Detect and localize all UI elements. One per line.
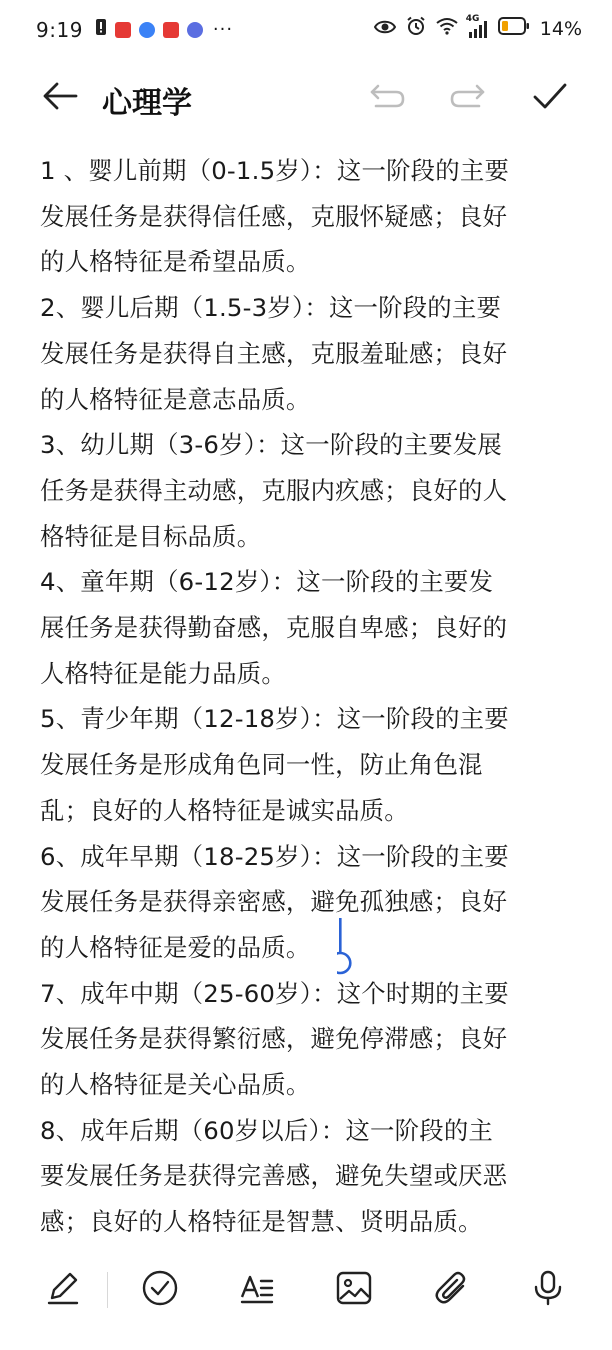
text-cursor-handle[interactable] bbox=[337, 918, 361, 978]
back-button[interactable] bbox=[38, 76, 82, 120]
battery-percentage: 14% bbox=[539, 17, 582, 40]
note-line: 4、童年期（6-12岁）：这一阶段的主要发 bbox=[40, 567, 494, 597]
attachment-button[interactable] bbox=[428, 1266, 476, 1314]
status-bar bbox=[0, 0, 612, 60]
toolbar-divider bbox=[107, 1272, 108, 1308]
note-line: 3、幼儿期（3-6岁）：这一阶段的主要发展 bbox=[40, 430, 502, 460]
arrow-left-icon bbox=[42, 81, 78, 115]
check-icon bbox=[532, 82, 568, 114]
image-icon bbox=[335, 1269, 373, 1311]
alarm-icon bbox=[406, 16, 426, 41]
microphone-icon bbox=[529, 1269, 567, 1311]
text-format-icon bbox=[238, 1269, 276, 1311]
note-line: 2、婴儿后期（1.5-3岁）：这一阶段的主要 bbox=[40, 293, 502, 323]
music-icon bbox=[187, 22, 203, 38]
checklist-button[interactable] bbox=[136, 1266, 184, 1314]
note-line: 6、成年早期（18-25岁）：这一阶段的主要 bbox=[40, 841, 509, 871]
note-line: 的人格特征是意志品质。 bbox=[40, 384, 311, 414]
alert-icon bbox=[95, 17, 107, 42]
status-time: 9:19 bbox=[36, 17, 83, 42]
insert-image-button[interactable] bbox=[330, 1266, 378, 1314]
battery-icon bbox=[498, 17, 530, 40]
note-line: 发展任务是获得繁衍感，避免停滞感；良好 bbox=[40, 1024, 508, 1054]
note-line: 要发展任务是获得完善感，避免失望或厌恶 bbox=[40, 1161, 508, 1191]
note-line: 任务是获得主动感，克服内疚感；良好的人 bbox=[40, 475, 508, 505]
note-line: 发展任务是获得自主感，克服羞耻感；良好 bbox=[40, 338, 508, 368]
note-line: 的人格特征是关心品质。 bbox=[40, 1070, 311, 1100]
note-line: 8、成年后期（60岁以后）：这一阶段的主 bbox=[40, 1115, 493, 1145]
more-notifications-indicator: ··· bbox=[212, 19, 234, 40]
note-line: 7、成年中期（25-60岁）：这个时期的主要 bbox=[40, 978, 509, 1008]
undo-button[interactable] bbox=[365, 76, 409, 120]
note-line: 发展任务是获得信任感，克服怀疑感；良好 bbox=[40, 201, 508, 231]
browser-icon bbox=[139, 22, 155, 38]
text-format-button[interactable] bbox=[233, 1266, 281, 1314]
checklist-icon bbox=[141, 1269, 179, 1311]
attachment-icon bbox=[433, 1269, 471, 1311]
note-line: 乱；良好的人格特征是诚实品质。 bbox=[40, 795, 409, 825]
note-line: 人格特征是能力品质。 bbox=[40, 658, 286, 688]
note-line: 发展任务是获得亲密感，避免孤独感；良好 bbox=[40, 887, 508, 917]
note-body[interactable] bbox=[40, 148, 580, 1245]
voice-input-button[interactable] bbox=[524, 1266, 572, 1314]
editor-toolbar bbox=[0, 60, 612, 136]
network-type-label: 4G bbox=[465, 13, 480, 24]
note-line: 发展任务是形成角色同一性，防止角色混 bbox=[40, 750, 483, 780]
note-line: 的人格特征是爱的品质。 bbox=[40, 932, 311, 962]
note-title[interactable]: 心理学 bbox=[102, 86, 192, 121]
redo-icon bbox=[449, 83, 487, 113]
redo-button[interactable] bbox=[446, 76, 490, 120]
pen-icon bbox=[43, 1269, 81, 1311]
note-line: 感；良好的人格特征是智慧、贤明品质。 bbox=[40, 1207, 483, 1237]
note-line: 5、青少年期（12-18岁）：这一阶段的主要 bbox=[40, 704, 509, 734]
eye-icon bbox=[374, 18, 396, 40]
undo-icon bbox=[368, 83, 406, 113]
note-line: 展任务是获得勤奋感，克服自卑感；良好的 bbox=[40, 613, 508, 643]
bottom-toolbar bbox=[0, 1250, 612, 1330]
app-notes-icon bbox=[163, 22, 179, 38]
app-red-icon bbox=[115, 22, 131, 38]
note-line: 格特征是目标品质。 bbox=[40, 521, 262, 551]
wifi-icon bbox=[436, 17, 458, 40]
note-line: 1 、婴儿前期（0-1.5岁）：这一阶段的主要 bbox=[40, 156, 510, 185]
done-button[interactable] bbox=[528, 76, 572, 120]
handwriting-button[interactable] bbox=[38, 1266, 86, 1314]
note-line: 的人格特征是希望品质。 bbox=[40, 247, 311, 277]
signal-icon bbox=[465, 13, 488, 38]
